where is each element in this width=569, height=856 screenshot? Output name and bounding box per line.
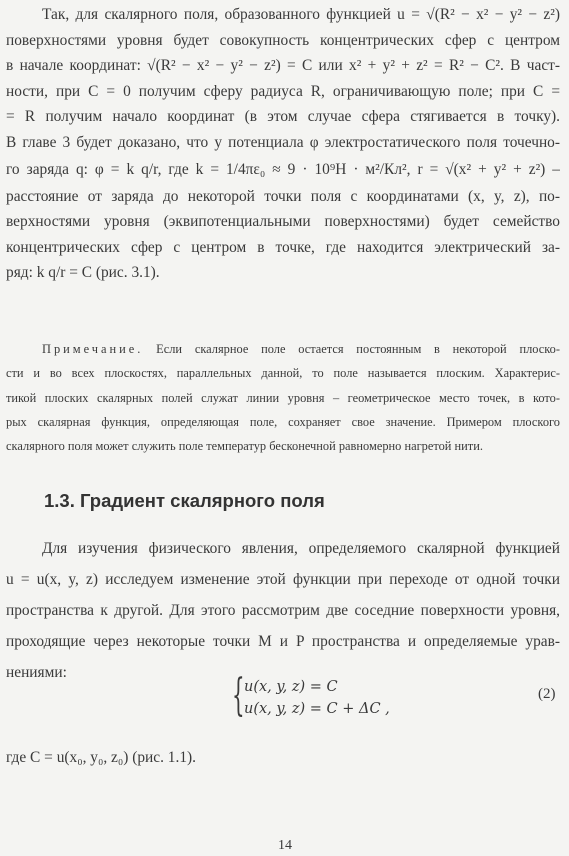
paragraph-level-surfaces xyxy=(6,2,560,286)
text-line: концентрических сфер с центром в точке, где находится электрический за- xyxy=(6,238,560,256)
note-label: Примечание. xyxy=(42,342,144,356)
equation-line: u(x, y, z) = C + ΔC , xyxy=(244,701,390,717)
text-line: сти и во всех плоскостях, параллельных данной, то поле называется плоским. Характерис- xyxy=(6,366,560,381)
text-line: где C = u(x₀, y₀, z₀) (рис. 1.1). xyxy=(6,749,196,766)
equation-number: (2) xyxy=(538,686,556,702)
paragraph-gradient-intro xyxy=(6,533,560,688)
equation-system xyxy=(232,670,390,721)
paragraph-where-c xyxy=(6,745,560,771)
text-line: Для изучения физического явления, определяемого скалярной функцией xyxy=(42,540,560,557)
text-line: го заряда q: φ = k q/r, где k = 1/4πε₀ ≈ 9 · 10⁹H · м²/Кл², r = √(x² + y² + z²) – xyxy=(6,160,560,178)
text-line: = R получим начало координат (в этом случае сфера стягивается в точку). xyxy=(6,108,560,126)
text-line: нениями: xyxy=(6,664,67,681)
text-line: пространства к другой. Для этого рассмотрим две соседние поверхности уровня, xyxy=(6,602,560,619)
text-line: рых скалярная функция, определяющая поле, сохраняет свое значение. Примером плоского xyxy=(6,414,560,429)
section-heading: 1.3. Градиент скалярного поля xyxy=(44,490,325,511)
text-line: В главе 3 будет доказано, что у потенциала φ электростатического поля точечно- xyxy=(6,133,560,151)
text-line: расстояние от заряда до некоторой точки поля с координатами (x, y, z), по- xyxy=(6,187,560,205)
note-paragraph xyxy=(6,337,560,458)
note-first-line xyxy=(6,337,560,361)
text-line: скалярного поля может служить поле температур бесконечной равномерно нагретой нити. xyxy=(6,439,483,454)
text-line: u = u(x, y, z) исследуем изменение этой функции при переходе от одной точки xyxy=(6,571,560,588)
text-line: поверхностями уровня будет совокупность концентрических сфер с центром xyxy=(6,31,560,49)
text-line: Так, для скалярного поля, образованного функцией u = √(R² − x² − y² − z²) xyxy=(42,6,560,23)
text-line: тикой плоских скалярных полей служат линии уровня – геометрическое место точек, в кото- xyxy=(6,390,560,405)
equation-line: u(x, y, z) = C xyxy=(244,679,338,695)
text-line: ряд: k q/r = C (рис. 3.1). xyxy=(6,264,160,282)
text-line: ности, при C = 0 получим сферу радиуса R, ограничивающую поле; при C = xyxy=(6,82,560,100)
text-line: проходящие через некоторые точки M и P пространства и определяемые урав- xyxy=(6,633,560,650)
text-line: Если скалярное поле остается постоянным в некоторой плоско- xyxy=(143,342,560,356)
text-line: в начале координат: √(R² − x² − y² − z²) = C или x² + y² + z² = R² − C². В част- xyxy=(6,57,560,75)
text-line: верхностями уровня (эквипотенциальными поверхностями) будет семейство xyxy=(6,213,560,231)
brace-glyph: { xyxy=(232,670,245,721)
page-number: 14 xyxy=(278,838,292,853)
